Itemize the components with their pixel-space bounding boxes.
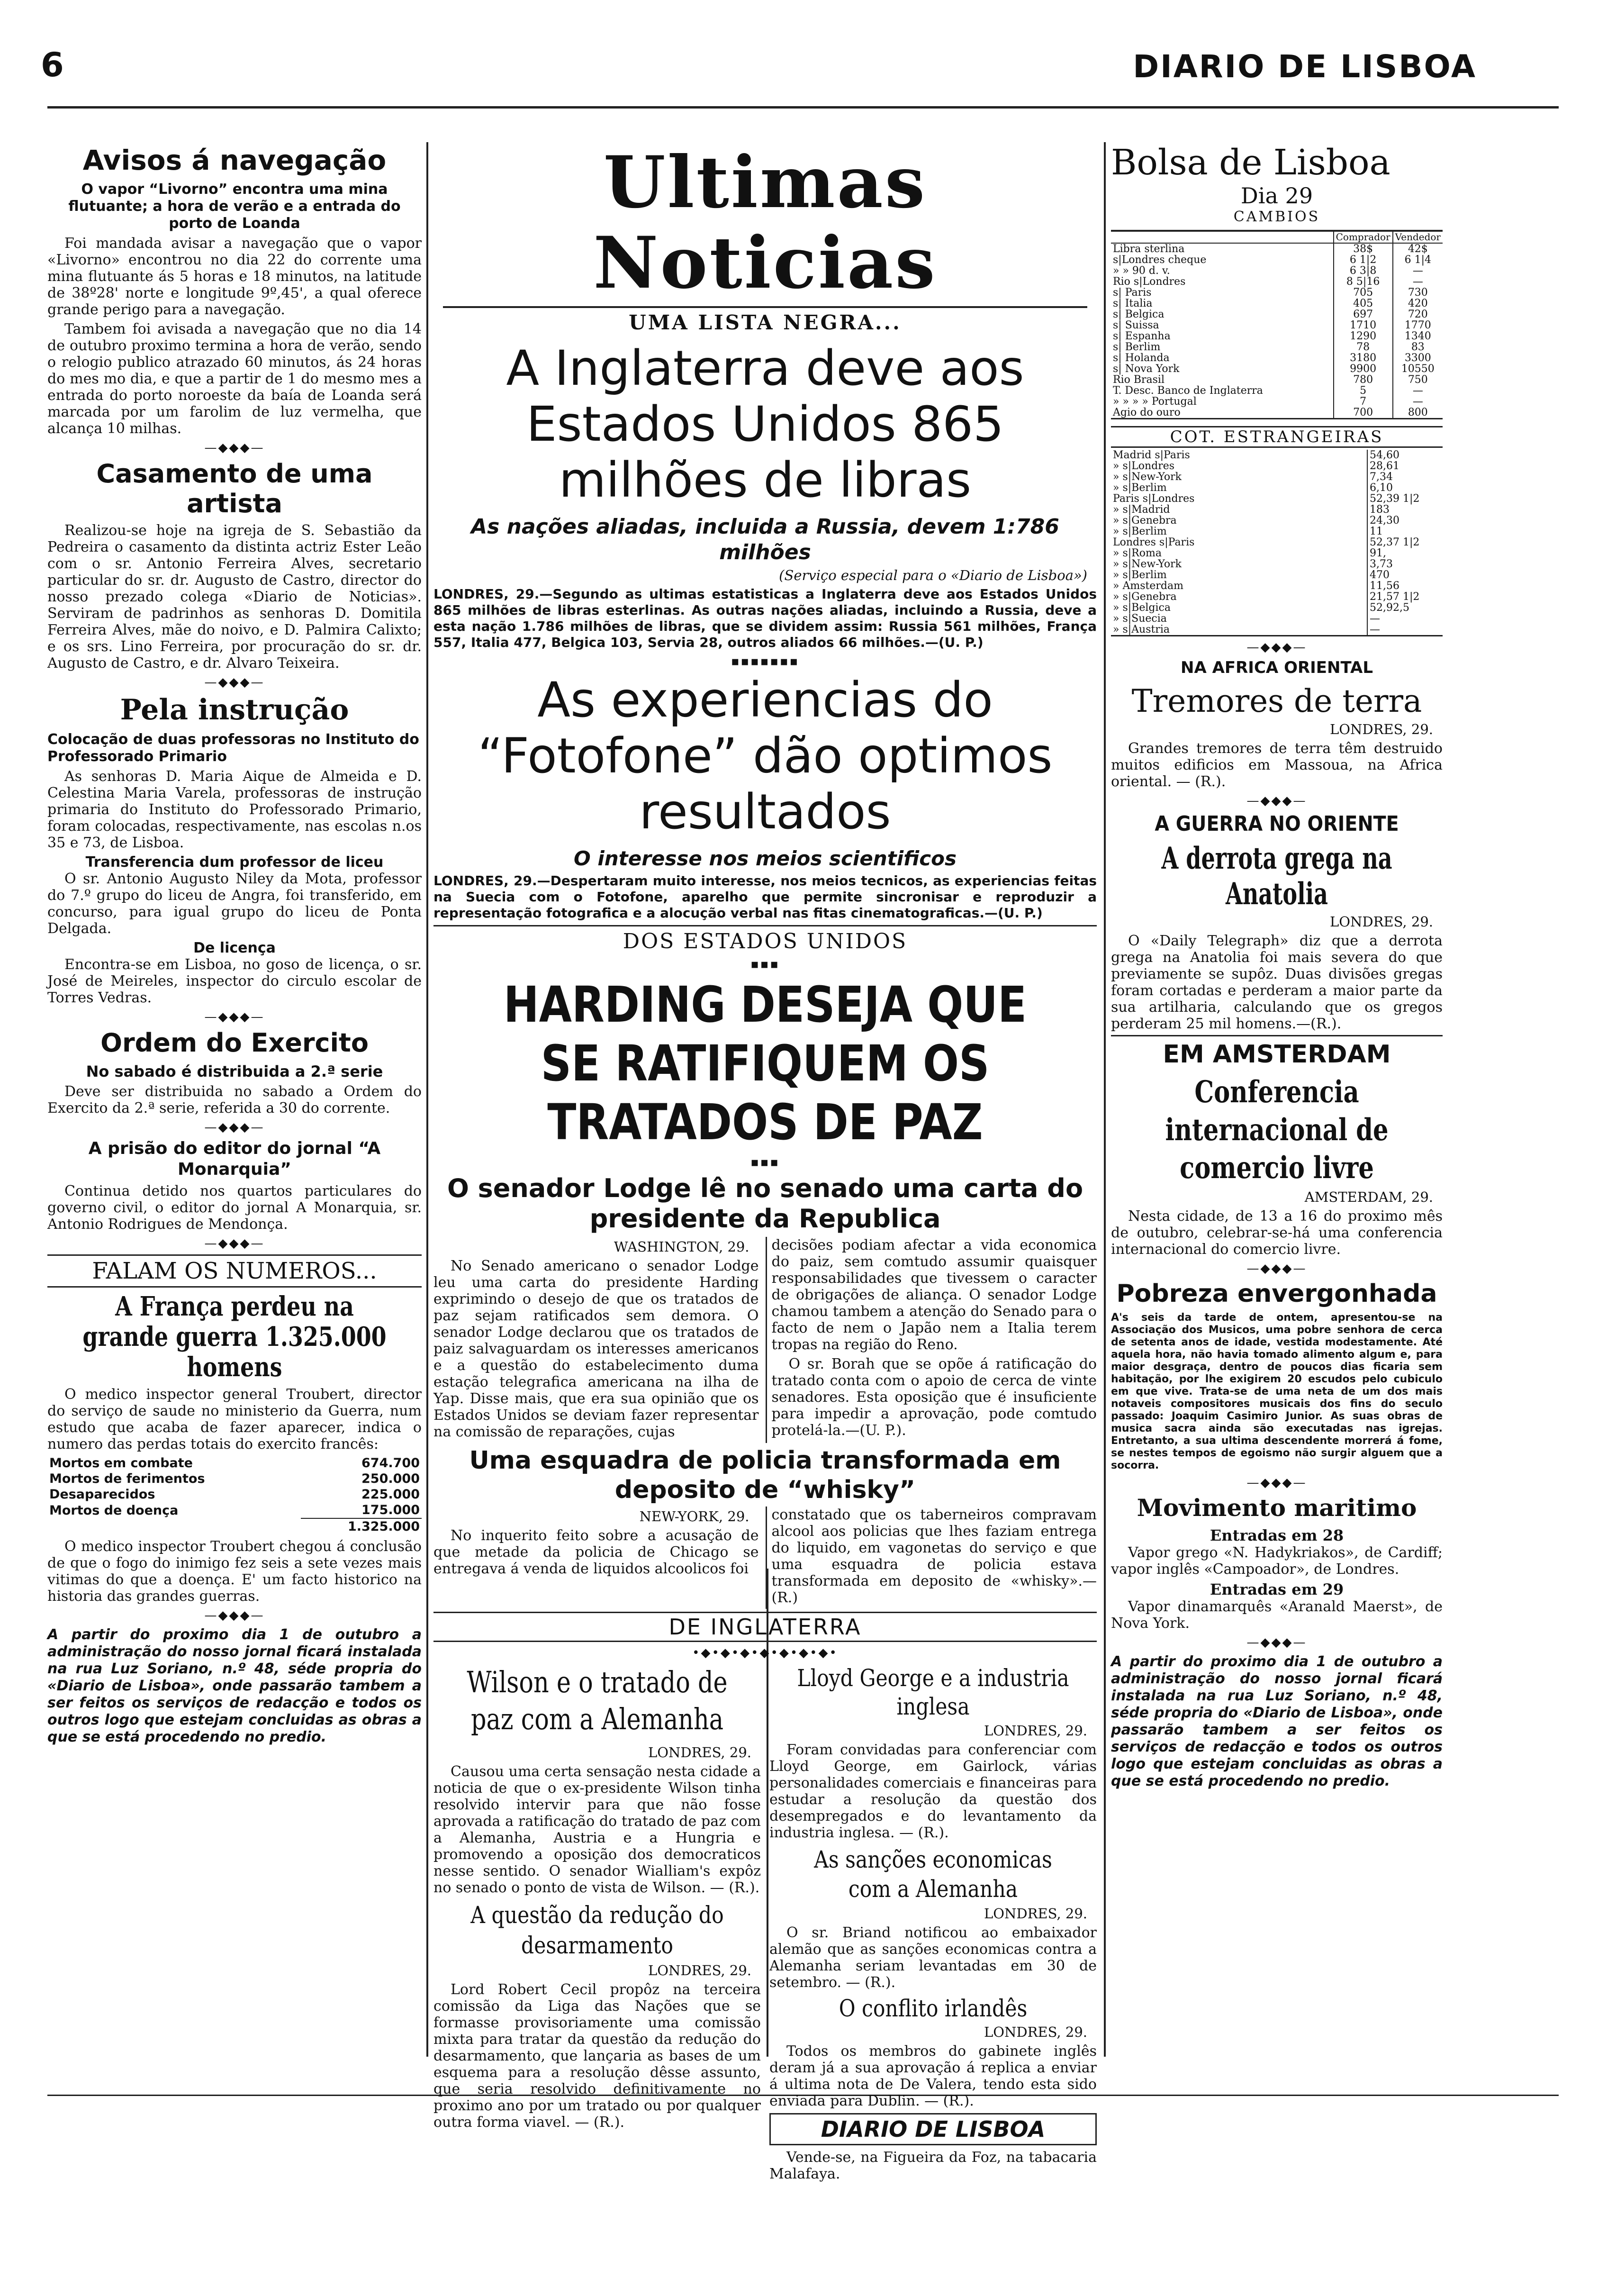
africa-label: NA AFRICA ORIENTAL: [1180, 658, 1373, 677]
cambios-row: Agio do ouro 700 800: [1111, 407, 1443, 419]
esquadra-paragraph-2: constatado que os taberneiros compravam alcool aos policias que lhes faziam entrega do liquido, em vagonetas do serviço e que uma esquadra de policia estava transformada em deposito de «whisky».—(R.): [771, 1506, 1097, 1606]
sancoes-paragraph: O sr. Briand notificou ao embaixador alemão que as sanções economicas contra a Alemanha seriam levantadas em 30 de setembro. — (R.).: [769, 1924, 1097, 1991]
derrota-dateline: LONDRES, 29.: [1329, 914, 1433, 930]
movimento-headline: Movimento maritimo: [1137, 1494, 1417, 1522]
ordem-paragraph: Deve ser distribuida no sabado a Ordem do Exercito da 2.ª serie, referida a 30 do corrente.: [47, 1083, 422, 1116]
instrucao-subheading: Colocação de duas professoras no Instituto do Professorado Primario: [47, 731, 419, 765]
table-row: Mortos de ferimentos 250.000: [49, 1471, 420, 1486]
desarmamento-headline: A questão da redução do desarmamento: [470, 1901, 724, 1959]
aliadas-subheadline: As nações aliadas, incluida a Russia, devem 1:786 milhões: [471, 515, 1059, 564]
casamento-heading: Casamento de uma artista: [96, 459, 373, 518]
center-column: [433, 141, 1097, 2182]
cambios-row: s| Paris 705 730: [1111, 287, 1443, 298]
avisos-paragraph-2: Tambem foi avisada a navegação que no dia 14 de outubro proximo termina a hora de verão, sendo o relogio publico atrazado 60 minutos, ás 24 horas do mes mo dia, e que a partir de 1 do mesmo mes a entrada do porto noroeste da baía de Loanda será marcada por um farolim de luz vermelha, que alcança 10 milhas.: [47, 321, 422, 437]
cambios-row: Rio s|Londres 8 5|16 —: [1111, 276, 1443, 287]
lodge-paragraph-2: decisões podiam afectar a vida economica do paiz, sem comtudo assumir quaisquer responsabilidades que tivessem o caracter de obrigações de aliança. O senador Lodge chamou tambem a atenção do Senado para o facto de nem o Japão nem a Italia terem tropas na região do Reno.: [771, 1237, 1097, 1353]
derrota-headline: A derrota grega na Anatolia: [1161, 841, 1392, 912]
transferencia-subheading: Transferencia dum professor de liceu: [85, 854, 384, 871]
cambios-row: s| Berlim 78 83: [1111, 342, 1443, 353]
cambios-row: s| Nova York 9900 10550: [1111, 363, 1443, 374]
cot-row: » s|New-York 3,73: [1111, 559, 1443, 570]
left-column: [47, 142, 422, 2076]
franca-paragraph-2: O medico inspector Troubert chegou á conclusão de que o fogo do inimigo fez seis a sete vezes mais vitimas do que a doença. E' um facto historico na historia das grandes guerras.: [47, 1538, 422, 1605]
ornament-divider: —◆◆◆—: [204, 1120, 265, 1134]
ordem-subheading: No sabado é distribuida a 2.ª serie: [86, 1062, 383, 1080]
bolsa-day: Dia 29: [1240, 183, 1313, 209]
tremores-paragraph: Grandes tremores de terra têm destruido muitos edificios em Massoua, na Africa oriental. — (R.).: [1111, 740, 1443, 790]
harding-headline: HARDING DESEJA QUE SE RATIFIQUEM OS TRATADOS DE PAZ: [503, 976, 1027, 1151]
cot-row: » s|Genebra 21,57 1|2: [1111, 591, 1443, 602]
ornament-divider: —◆◆◆—: [1246, 640, 1307, 654]
sancoes-dateline: LONDRES, 29.: [984, 1906, 1087, 1922]
licenca-subheading: De licença: [193, 940, 276, 956]
inglaterra-columns: [433, 1664, 1097, 2185]
entradas-28-paragraph: Vapor grego «N. Hadykriakos», de Cardiff; vapor inglês «Campoador», de Londres.: [1111, 1544, 1443, 1578]
losses-table: [47, 1455, 422, 1534]
header-rule: [47, 106, 1559, 109]
lodge-paragraph-1: No Senado americano o senador Lodge leu uma carta do presidente Harding exprimindo o desejo de que os tratados de paz sejam ratificados sem demora. O senador Lodge declarou que os tratados de paiz salvaguardam os interesses americanos e a questão do estabelecimento duma estação telegrafica americana na ilha de Yap. Disse mais, que era sua opinião que os Estados Unidos se deviam fazer representar na comissão de reparações, cujas: [433, 1258, 759, 1440]
esquadra-columns: [433, 1506, 1097, 1609]
ornament-divider: —◆◆◆—: [204, 1608, 265, 1623]
lodge-subheadline: O senador Lodge lê no senado uma carta do presidente da Republica: [447, 1173, 1083, 1234]
prisao-paragraph: Continua detido nos quartos particulares do governo civil, o editor do jornal A Monarquia, sr. Antonio Rodrigues de Mendonça.: [47, 1183, 422, 1233]
ornament-divider: —◆◆◆—: [204, 1236, 265, 1251]
ordem-heading: Ordem do Exercito: [100, 1028, 369, 1058]
cot-row: » s|Berlim 6,10: [1111, 482, 1443, 493]
falam-heading: FALAM OS NUMEROS...: [47, 1254, 422, 1288]
pobreza-headline: Pobreza envergonhada: [1116, 1280, 1437, 1308]
derrota-paragraph: O «Daily Telegraph» diz que a derrota grega na Anatolia foi mais severa do que previamente se supôz. Duas divisões gregas foram cortadas e perderam a maior parte da sua artilharia, calculando que os gregos perderam 25 mil homens.—(R.).: [1111, 933, 1443, 1032]
lodge-paragraph-3: O sr. Borah que se opõe á ratificação do tratado conta com o apoio de cerca de vinte senadores. Esta oposição que é insuficiente para impedir a aprovação, pode comtudo protelá-la.—(U. P.).: [771, 1356, 1097, 1439]
lista-negra-label: UMA LISTA NEGRA...: [629, 311, 902, 334]
ornament-divider: —◆◆◆—: [204, 675, 265, 690]
instrucao-heading: Pela instrução: [120, 693, 349, 726]
masthead-rule: [443, 306, 1087, 308]
avisos-paragraph-1: Foi mandada avisar a navegação que o vapor «Livorno» encontrou no dia 22 do corrente uma mina flutuante ás 5 horas e 18 minutos, na latitude de 38º28' norte e longitude 9º,45', a qual oferece grande perigo para a navegação.: [47, 235, 422, 318]
cot-table: [1111, 450, 1443, 636]
sancoes-headline: As sanções economicas com a Alemanha: [814, 1846, 1052, 1903]
fotofone-headline: As experiencias do “Fotofone” dão optimos resultados: [478, 672, 1053, 840]
instrucao-paragraph: As senhoras D. Maria Aique de Almeida e D. Celestina Maria Varela, professoras de instrução primaria do Instituto do Professorado Primario, foram colocadas, respectivamente, nas escolas n.os 35 e 73, de Lisboa.: [47, 768, 422, 851]
cot-row: » s|Madrid 183: [1111, 504, 1443, 515]
table-row: Desaparecidos 225.000: [49, 1487, 420, 1502]
ornament-divider: —◆◆◆—: [1246, 1635, 1307, 1650]
table-row: Mortos em combate 674.700: [49, 1456, 420, 1470]
aviso-administracao-left: A partir do proximo dia 1 de outubro a administração do nosso jornal ficará instalada na rua Luz Soriano, n.º 48, séde propria do «Diario de Lisboa», onde passarão tambem a ser feitos os serviços de redacção e todos os outros logo que estejam concluidas as obras a que se está procedendo no predio.: [47, 1626, 422, 1745]
cambios-row: s| Italia 405 420: [1111, 298, 1443, 309]
cot-row: » s|Berlim 11: [1111, 526, 1443, 537]
transferencia-paragraph: O sr. Antonio Augusto Niley da Mota, professor do 7.º grupo do liceu de Angra, foi transferido, em concurso, para igual grupo do liceu de Ponta Delgada.: [47, 871, 422, 937]
cot-row: Madrid s|Paris 54,60: [1111, 450, 1443, 461]
wilson-dateline: LONDRES, 29.: [648, 1744, 751, 1761]
diario-box: DIARIO DE LISBOA: [769, 2113, 1097, 2145]
cambios-row: » » 90 d. v. 6 3|8 —: [1111, 265, 1443, 276]
tremores-headline: Tremores de terra: [1131, 683, 1422, 719]
ornament-divider: —◆◆◆—: [204, 441, 265, 455]
ornament-divider: —◆◆◆—: [1246, 1476, 1307, 1490]
cambios-row: s| Suissa 1710 1770: [1111, 320, 1443, 331]
ornament-divider: —◆◆◆—: [1246, 794, 1307, 808]
cambios-row: T. Desc. Banco de Inglaterra 5 —: [1111, 385, 1443, 396]
tremores-dateline: LONDRES, 29.: [1329, 721, 1433, 737]
ornament-divider: —◆◆◆—: [1246, 1261, 1307, 1276]
wilson-headline: Wilson e o tratado de paz com a Alemanha: [467, 1665, 728, 1736]
entradas-29-paragraph: Vapor dinamarquês «Aranald Maerst», de Nova York.: [1111, 1598, 1443, 1632]
franca-heading: A França perdeu na grande guerra 1.325.000 homens: [82, 1291, 387, 1383]
cot-row: Londres s|Paris 52,37 1|2: [1111, 537, 1443, 548]
table-total-row: 1.325.000: [347, 1519, 420, 1534]
table-row: Mortos de doença 175.000: [47, 1502, 422, 1518]
conferencia-paragraph: Nesta cidade, de 13 a 16 do proximo mês de outubro, celebrar-se-há uma conferencia internacional do comercio livre.: [1111, 1208, 1443, 1258]
ornament-divider: ▪▪▪: [750, 957, 780, 971]
franca-paragraph-1: O medico inspector general Troubert, director do serviço de saude no ministerio da Guerra, num estudo que acaba de fazer aparecer, indica o numero das perdas totais do exercito francês:: [47, 1386, 422, 1452]
cot-row: » s|Austria —: [1111, 624, 1443, 636]
desarmamento-dateline: LONDRES, 29.: [648, 1962, 751, 1978]
washington-dateline: WASHINGTON, 29.: [614, 1239, 749, 1255]
desarmamento-paragraph: Lord Robert Cecil propôz na terceira comissão da Liga das Nações que se formasse provisoriamente uma comissão mixta para tratar da questão da redução do desarmamento, que lançaria as bases de um esquema para a resolução dêsse assunto, que seria resolvido definitivamente no proximo ano por um tratado ou por qualquer outra forma viavel. — (R.).: [433, 1981, 761, 2131]
page-number: 6: [41, 45, 64, 84]
londres-paragraph: LONDRES, 29.—Segundo as ultimas estatisticas a Inglaterra deve aos Estados Unidos 865 milhões de libras esterlinas. As outras nações aliadas, incluindo a Russia, deve a esta nação 1.786 milhões de libras, que se dividem assim: Russia 561 milhões, França 557, Italia 477, Belgica 103, Servia 28, outros aliados 66 milhões.—(U. P.): [433, 586, 1097, 650]
right-column: [1111, 142, 1443, 2076]
esquadra-headline: Uma esquadra de policia transformada em deposito de “whisky”: [469, 1446, 1061, 1504]
entradas-28-label: Entradas em 28: [1210, 1526, 1344, 1544]
casamento-paragraph: Realizou-se hoje na igreja de S. Sebastião da Pedreira o casamento da distinta actriz Ester Leão com o sr. Antonio Ferreira Alves, secretario particular do sr. dr. Augusto de Castro, director do nosso prezado colega «Diario de Noticias». Serviram de padrinhos as senhoras D. Domitila Ferreira Alves, mãe do noivo, e D. Palmira Calixto; e os srs. Lino Ferreira, por procuração do sr. dr. Augusto de Castro, e dr. Alvaro Teixeira.: [47, 522, 422, 672]
cambios-table: Comprador Vendedor Libra sterlina 38$ 42$ s|Londres cheque 6 1|2 6 1|4 » » 90 d. v. 6 3|8 — Rio s|Londres 8 5|16 — s| Paris 705 730 s| Italia 405 420 s| Belgica 697 720 s| Suissa 1710 1770 s| Espanha 1290 1340 s| Berlim 78 83 s| Holanda 3180 3300 s| Nova York 9900 10550 Rio Brasil 780 750 T. Desc. Banco de Inglaterra 5 — » » » » Portugal 7 — Agio do ouro 700 800: [1111, 230, 1443, 419]
prisao-heading: A prisão do editor do jornal “A Monarquia”: [88, 1139, 381, 1179]
cot-row: » s|Londres 28,61: [1111, 461, 1443, 472]
cot-row: » s|New-York 7,34: [1111, 472, 1443, 482]
cambios-row: Rio Brasil 780 750: [1111, 374, 1443, 385]
bolsa-heading: Bolsa de Lisboa: [1111, 142, 1390, 183]
cambios-label: CAMBIOS: [1233, 209, 1320, 225]
column-rule-right: [1104, 142, 1106, 2057]
entradas-29-label: Entradas em 29: [1210, 1580, 1344, 1598]
cot-row: » s|Suecia —: [1111, 613, 1443, 624]
cot-row: » s|Belgica 52,92,5: [1111, 602, 1443, 613]
irlandes-paragraph: Todos os membros do gabinete inglês deram já a sua aprovação á replica a enviar á ultima nota de De Valera, tendo esta sido enviada para Dublin. — (R.).: [769, 2043, 1097, 2109]
masthead-ultimas-noticias: Ultimas Noticias: [593, 141, 937, 305]
licenca-paragraph: Encontra-se em Lisboa, no goso de licença, o sr. José de Meireles, inspector do circulo escolar de Torres Vedras.: [47, 956, 422, 1006]
estados-unidos-label: DOS ESTADOS UNIDOS: [433, 925, 1097, 953]
irlandes-headline: O conflito irlandês: [839, 1995, 1028, 2022]
lloyd-paragraph: Foram convidadas para conferenciar com Lloyd George, em Gairlock, várias personalidades comerciais e financeiras para estudar a resolução da questão dos desempregados e do levantamento da industria inglesa. — (R.).: [769, 1742, 1097, 1841]
cot-estrangeiras-label: COT. ESTRANGEIRAS: [1111, 426, 1443, 448]
lloyd-dateline: LONDRES, 29.: [984, 1723, 1087, 1739]
fotofone-subheadline: O interesse nos meios scientificos: [574, 847, 957, 870]
ornament-divider: •◆•◆•◆•◆•◆•◆•◆•: [692, 1646, 838, 1660]
amsterdam-dateline: AMSTERDAM, 29.: [1304, 1189, 1433, 1205]
lodge-columns: [433, 1237, 1097, 1443]
ornament-divider: ▪▪▪: [750, 1155, 780, 1170]
lloyd-headline: Lloyd George e a industria inglesa: [797, 1664, 1069, 1720]
cambios-row: s| Belgica 697 720: [1111, 309, 1443, 320]
cambios-row: s| Holanda 3180 3300: [1111, 353, 1443, 363]
ornament-divider: —◆◆◆—: [204, 1010, 265, 1024]
column-rule-left: [426, 142, 428, 2057]
cot-row: Paris s|Londres 52,39 1|2: [1111, 493, 1443, 504]
newyork-dateline: NEW-YORK, 29.: [639, 1508, 749, 1525]
inglaterra-label: DE INGLATERRA: [433, 1612, 1097, 1642]
cambios-row: Libra sterlina 38$ 42$: [1111, 243, 1443, 254]
conferencia-headline: Conferencia internacional de comercio livre: [1165, 1074, 1389, 1186]
cot-row: » s|Genebra 24,30: [1111, 515, 1443, 526]
oriente-label: A GUERRA NO ORIENTE: [1155, 812, 1399, 836]
cambios-row: » » » » Portugal 7 —: [1111, 396, 1443, 407]
newspaper-title: DIARIO DE LISBOA: [1133, 48, 1477, 85]
avisos-subheading: O vapor “Livorno” encontra uma mina flutuante; a hora de verão e a entrada do porto de Loanda: [68, 181, 401, 232]
inglaterra-headline: A Inglaterra deve aos Estados Unidos 865 milhões de libras: [506, 340, 1024, 508]
avisos-heading: Avisos á navegação: [82, 144, 387, 176]
fotofone-paragraph: LONDRES, 29.—Despertaram muito interesse, nos meios tecnicos, as experiencias feitas na Suecia com o Fotofone, aparelho que permite sincronisar e reproduzir a representação fotografica e a alocução verbal nas fitas cinematograficas.—(U. P.): [433, 873, 1097, 921]
cot-row: » s|Roma 91,: [1111, 548, 1443, 559]
aviso-administracao-right: A partir do proximo dia 1 de outubro a administração do nosso jornal ficará instalada na rua Luz Soriano, n.º 48, séde propria do «Diario de Lisboa», onde passarão tambem a ser feitos os serviços de redacção e todos os outros logo que estejam concluidas as obras a que se está procedendo no predio.: [1111, 1653, 1443, 1789]
pobreza-paragraph: A's seis da tarde de ontem, apresentou-se na Associação dos Musicos, uma pobre senhora de cerca de setenta anos de idade, vestida modestamente. Até aquela hora, não havia tomado alimento algum e, para maior desgraça, dentro de poucos dias ficaria sem habitação, por lhe exigirem 20 escudos pelo cubiculo em que vive. Trata-se de uma neta de um dos mais notaveis compositores musicais dos fins do seculo passado: Joaquim Casimiro Junior. As suas obras de musica sacra ainda são executadas nas igrejas. Entretanto, a sua ultima descendente morrerá á fome, se nestes tempos de egoismo não surgir alguem que a socorra.: [1111, 1312, 1443, 1471]
servico-note: (Serviço especial para o «Diario de Lisboa»): [779, 567, 1087, 583]
cambios-row: s| Espanha 1290 1340: [1111, 331, 1443, 342]
cot-row: » s|Berlim 470: [1111, 570, 1443, 581]
esquadra-paragraph-1: No inquerito feito sobre a acusação de que metade da policia de Chicago se entregava á venda de liquidos alcoolicos foi: [433, 1527, 759, 1577]
irlandes-dateline: LONDRES, 29.: [984, 2024, 1087, 2040]
amsterdam-label: EM AMSTERDAM: [1111, 1035, 1443, 1069]
cambios-row: s|Londres cheque 6 1|2 6 1|4: [1111, 254, 1443, 265]
ornament-divider: ▪▪▪▪▪▪▪: [731, 654, 800, 669]
wilson-paragraph: Causou uma certa sensação nesta cidade a noticia de que o ex-presidente Wilson tinha resolvido intervir para que não fosse aprovada a ratificação do tratado de paz com a Alemanha, Austria e a Hungria e promovendo a oposição dos democraticos nesse sentido. O senador Wialliam's expôz no senado o ponto de vista de Wilson. — (R.).: [433, 1763, 761, 1896]
cot-row: » Amsterdam 11,56: [1111, 581, 1443, 591]
diario-paragraph: Vende-se, na Figueira da Foz, na tabacaria Malafaya.: [769, 2149, 1097, 2182]
